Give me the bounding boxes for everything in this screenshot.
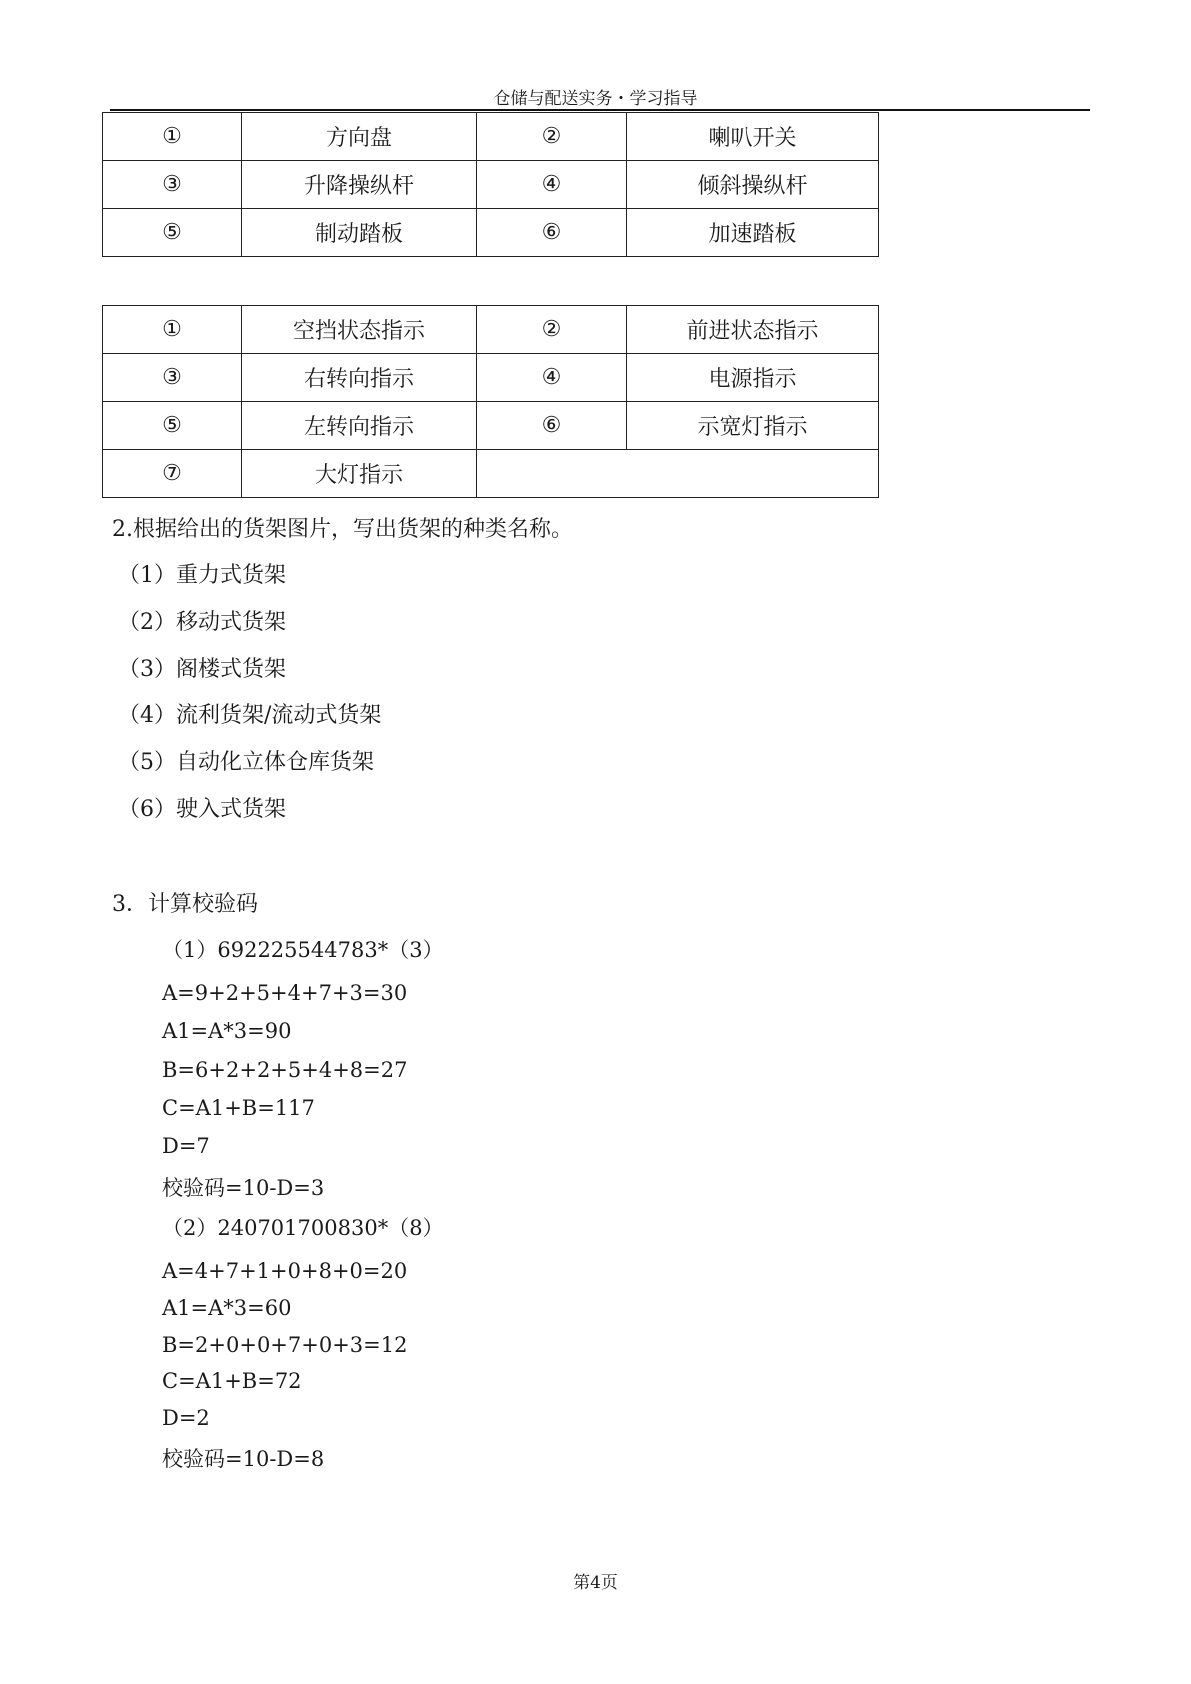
table-row [103,354,879,402]
table-row [103,161,879,209]
calc-line: B=6+2+2+5+4+8=27 [162,1058,408,1082]
table-cell: ④ [477,161,627,209]
table-cell: ① [103,306,242,354]
page-number: 第4页 [573,1573,618,1593]
table-cell: ⑤ [103,209,242,257]
part-1-title: （1）692225544783*（3） [162,938,444,962]
calc-line: D=2 [162,1406,210,1430]
table-cell: ⑥ [477,209,627,257]
table-row [103,209,879,257]
table-cell: ③ [103,354,242,402]
table-cell: ⑥ [477,402,627,450]
table-cell: 前进状态指示 [627,306,879,354]
table-row [103,450,879,498]
table-cell-empty [477,450,879,498]
calc-line: D=7 [162,1134,210,1158]
calc-line: A=4+7+1+0+8+0=20 [162,1259,408,1283]
table-cell: ② [477,306,627,354]
table-cell: 方向盘 [242,113,477,161]
table-cell: 倾斜操纵杆 [627,161,879,209]
table-cell: 电源指示 [627,354,879,402]
calc-line: C=A1+B=72 [162,1369,302,1393]
calc-line: B=2+0+0+7+0+3=12 [162,1333,408,1357]
header-rule [110,109,1090,111]
list-item: （6）驶入式货架 [118,797,286,822]
table-row [103,306,879,354]
table-cell: 升降操纵杆 [242,161,477,209]
table-cell: ③ [103,161,242,209]
table-cell: ⑦ [103,450,242,498]
list-item: （5）自动化立体仓库货架 [118,750,374,775]
indicator-lights-table [102,305,879,498]
part-2-title: （2）240701700830*（8） [162,1216,444,1240]
list-item: （4）流利货架/流动式货架 [118,703,382,728]
table-cell: ① [103,113,242,161]
calc-line: A=9+2+5+4+7+3=30 [162,981,408,1005]
calc-line: 校验码=10-D=3 [162,1176,325,1200]
forklift-controls-table [102,112,879,257]
table-cell: ⑤ [103,402,242,450]
question-3-heading: 3．计算校验码 [112,892,258,917]
list-item: （1）重力式货架 [118,563,286,588]
table-cell: 示宽灯指示 [627,402,879,450]
table-cell: 空挡状态指示 [242,306,477,354]
question-2-heading: 2.根据给出的货架图片，写出货架的种类名称。 [112,517,573,542]
list-item: （3）阁楼式货架 [118,657,286,682]
list-item: （2）移动式货架 [118,610,286,635]
table-cell: ② [477,113,627,161]
calc-line: A1=A*3=90 [162,1019,292,1043]
page-header: 仓储与配送实务・学习指导 [493,89,698,109]
table-cell: 制动踏板 [242,209,477,257]
table-cell: 左转向指示 [242,402,477,450]
calc-line: A1=A*3=60 [162,1296,292,1320]
calc-line: C=A1+B=117 [162,1096,315,1120]
table-cell: 加速踏板 [627,209,879,257]
table-cell: ④ [477,354,627,402]
table-cell: 喇叭开关 [627,113,879,161]
table-row [103,402,879,450]
table-cell: 大灯指示 [242,450,477,498]
table-cell: 右转向指示 [242,354,477,402]
calc-line: 校验码=10-D=8 [162,1447,325,1471]
table-row [103,113,879,161]
